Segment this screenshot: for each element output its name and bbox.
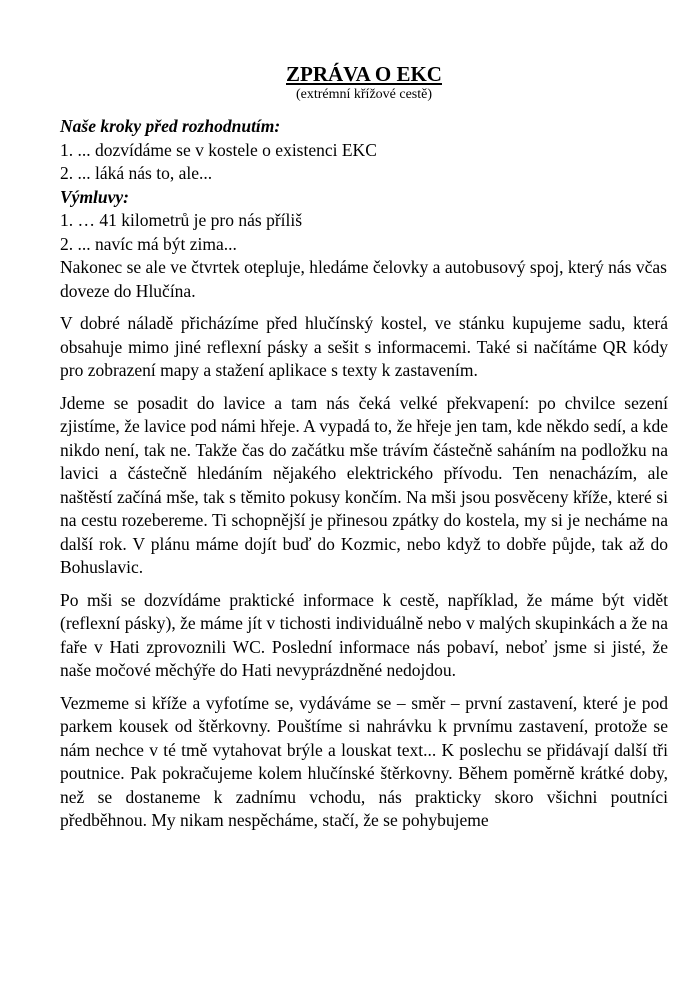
document-title: ZPRÁVA O EKC <box>286 62 442 86</box>
step-item: 2. ... láká nás to, ale... <box>60 163 213 183</box>
excuse-item: 2. ... navíc má být zima... <box>60 233 237 254</box>
excuse-item: 1. … 41 kilometrů je pro nás příliš <box>60 210 303 230</box>
paragraph-first-station: Vezmeme si kříže a vyfotíme se, vydáváme se – směr – první zastavení, které je pod parkem kousek od štěrkovny. Pouštíme si nahrávku k prvnímu zastavení, protože se nám nechce v té tmě vytahovat brýle a louskat text... K poslechu se přidávají další tři poutnice. Pak pokračujeme kolem hlučínské štěrkovny. Během poměrně krátké doby, než se dostaneme k zadnímu vchodu, nás prakticky skoro všichni poutníci předběhnou. My nikam nespěcháme, stačí, že se pohybujeme <box>60 692 668 830</box>
steps-heading: Naše kroky před rozhodnutím: <box>60 116 281 136</box>
paragraph-practical-info: Po mši se dozvídáme praktické informace k cestě, například, že máme být vidět (reflexní pásky), že máme jít v tichosti individuálně nebo v malých skupinkách a že na faře v Hati zprovoznili WC. Poslední informace nás pobaví, neboť jsme si jisté, že naše močové měchýře do Hati nevyprázdněné nedojdou. <box>60 589 668 680</box>
paragraph-decision: Nakonec se ale ve čtvrtek otepluje, hledáme čelovky a autobusový spoj, který nás včas doveze do Hlučína. <box>60 257 667 301</box>
excuses-heading: Výmluvy: <box>60 186 130 207</box>
step-item: 1. ... dozvídáme se v kostele o existenci EKC <box>60 139 377 160</box>
paragraph-arrival: V dobré náladě přicházíme před hlučínský kostel, ve stánku kupujeme sadu, která obsahuje mimo jiné reflexní pásky a sešit s informacemi. Také si načítáme QR kódy pro zobrazení mapy a stažení aplikace s texty k zastavením. <box>60 313 668 380</box>
paragraph-heated-pews: Jdeme se posadit do lavice a tam nás čeká velké překvapení: po chvilce sezení zjistíme, že lavice pod námi hřeje. A vypadá to, že hřeje jen tam, kde někdo sedí, a kde nikdo není, tak ne. Takže čas do začátku mše trávím částečně saháním na podložku na lavici a částečně hledáním nějakého elektrického přívodu. Ten nenacházím, ale naštěstí začíná mše, tak s těmito pokusy končím. Na mši jsou posvěceny kříže, které si na cestu rozebereme. Ti schopnější je přinesou zpátky do kostela, my si je necháme na další rok. V plánu máme dojít buď do Kozmic, nebo když to dobře půjde, tak až do Bohuslavic. <box>60 392 668 577</box>
document-subtitle: (extrémní křížové cestě) <box>295 87 433 102</box>
